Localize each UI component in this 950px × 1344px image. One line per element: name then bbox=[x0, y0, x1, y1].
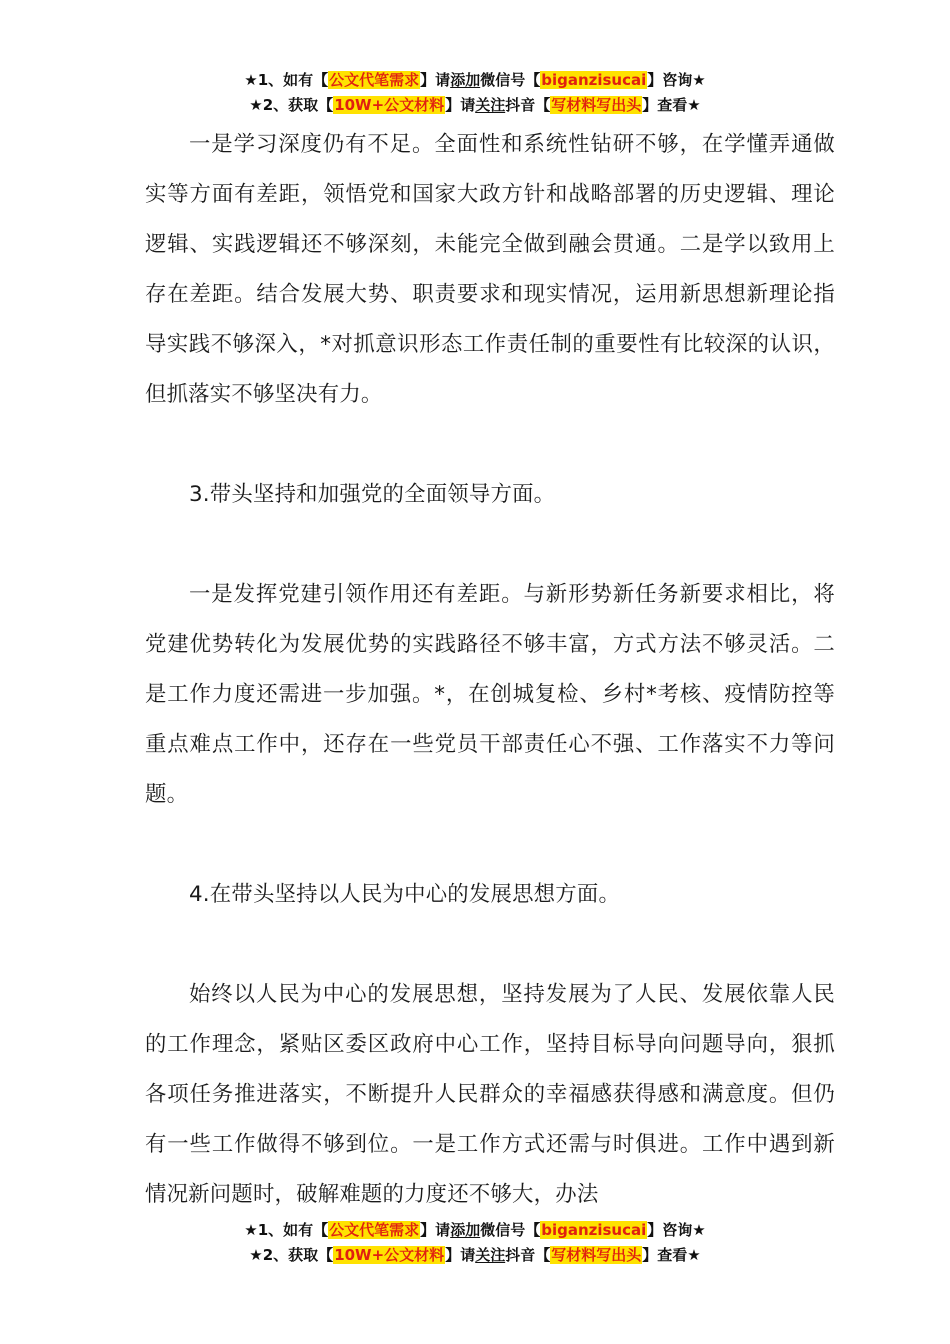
banner-line-2: ★2、获取【10W+公文材料】请关注抖音【写材料写出头】查看★ bbox=[249, 1246, 701, 1264]
highlight-douyin-account: 写材料写出头 bbox=[551, 96, 642, 114]
section-heading-3: 3.带头坚持和加强党的全面领导方面。 bbox=[189, 482, 556, 507]
highlight-service: 公文代笔需求 bbox=[329, 71, 420, 89]
highlight-wechat-id: biganzisucai bbox=[541, 71, 647, 89]
paragraph-people-centered: 始终以人民为中心的发展思想，坚持发展为了人民、发展依靠人民的工作理念，紧贴区委区政府中心工作，坚持目标导向问题导向，狠抓各项任务推进落实，不断提升人民群众的幸福感获得感和满意度。但仍有一些工作做得不够到位。一是工作方式还需与时俱进。工作中遇到新情况新问题时，破解难题的力度还不够大，办法 bbox=[145, 982, 835, 1207]
bottom-banner bbox=[0, 1218, 950, 1268]
banner-line-1: ★1、如有【公文代笔需求】请添加微信号【biganzisucai】咨询★ bbox=[244, 71, 706, 89]
highlight-douyin-account: 写材料写出头 bbox=[551, 1246, 642, 1264]
paragraph-party-building: 一是发挥党建引领作用还有差距。与新形势新任务新要求相比，将党建优势转化为发展优势的实践路径不够丰富，方式方法不够灵活。二是工作力度还需进一步加强。*，在创城复检、乡村*考核、疫情防控等重点难点工作中，还存在一些党员干部责任心不强、工作落实不力等问题。 bbox=[145, 582, 835, 807]
highlight-materials: 10W+公文材料 bbox=[334, 96, 445, 114]
highlight-wechat-id: biganzisucai bbox=[541, 1221, 647, 1239]
highlight-materials: 10W+公文材料 bbox=[334, 1246, 445, 1264]
paragraph-study-depth: 一是学习深度仍有不足。全面性和系统性钻研不够，在学懂弄通做实等方面有差距，领悟党和国家大政方针和战略部署的历史逻辑、理论逻辑、实践逻辑还不够深刻，未能完全做到融会贯通。二是学以致用上存在差距。结合发展大势、职责要求和现实情况，运用新思想新理论指导实践不够深入，*对抓意识形态工作责任制的重要性有比较深的认识，但抓落实不够坚决有力。 bbox=[145, 132, 835, 407]
top-banner bbox=[0, 68, 950, 118]
document-body bbox=[145, 120, 835, 1220]
banner-line-2: ★2、获取【10W+公文材料】请关注抖音【写材料写出头】查看★ bbox=[249, 96, 701, 114]
banner-line-1: ★1、如有【公文代笔需求】请添加微信号【biganzisucai】咨询★ bbox=[244, 1221, 706, 1239]
highlight-service: 公文代笔需求 bbox=[329, 1221, 420, 1239]
section-heading-4: 4.在带头坚持以人民为中心的发展思想方面。 bbox=[189, 882, 621, 907]
